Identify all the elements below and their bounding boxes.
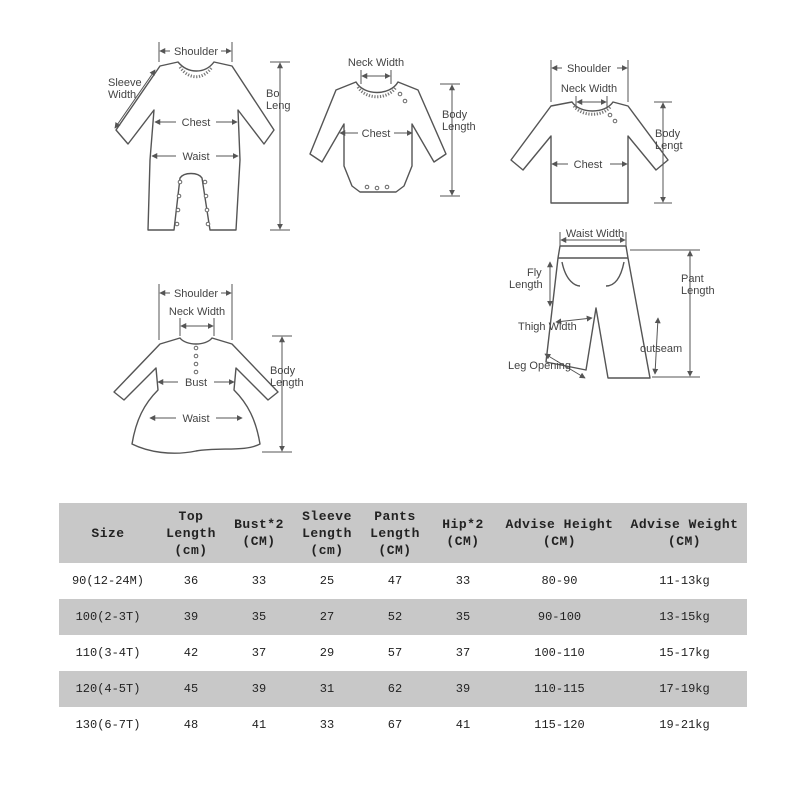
top-body-length-label-1: Body xyxy=(655,128,681,140)
header-size: Size xyxy=(59,503,157,563)
dress-neck-width-label: Neck Width xyxy=(168,306,226,318)
cell-advise-weight: 19-21kg xyxy=(622,707,747,743)
table-row xyxy=(59,599,747,635)
header-bust: Bust*2 (CM) xyxy=(225,503,293,563)
header-pants-length: Pants Length (CM) xyxy=(361,503,429,563)
cell-pants-length: 62 xyxy=(361,671,429,707)
cell-advise-height: 115-120 xyxy=(497,707,622,743)
cell-advise-weight: 15-17kg xyxy=(622,635,747,671)
dress-waist-label: Waist xyxy=(182,413,210,425)
cell-top-length: 45 xyxy=(157,671,225,707)
romper-shoulder-label: Shoulder xyxy=(173,46,219,58)
cell-size: 100(2-3T) xyxy=(59,599,157,635)
bodysuit-neck-width-label: Neck Width xyxy=(347,57,405,69)
cell-bust: 39 xyxy=(225,671,293,707)
top-diagram xyxy=(511,60,683,203)
cell-sleeve-length: 25 xyxy=(293,563,361,599)
pants-diagram xyxy=(508,228,715,378)
top-chest-label: Chest xyxy=(573,159,603,171)
pants-waist-width-label: Waist Width xyxy=(565,228,625,240)
pants-fly-length-label-1: Fly xyxy=(527,267,542,279)
pants-outseam-label: outseam xyxy=(640,343,683,355)
top-shoulder-label: Shoulder xyxy=(566,63,612,75)
top-body-length-label-2: Lengt xyxy=(655,140,683,152)
cell-advise-height: 90-100 xyxy=(497,599,622,635)
romper-sleeve-label-2: Width xyxy=(108,89,137,101)
header-top-length: Top Length (cm) xyxy=(157,503,225,563)
size-chart-table xyxy=(59,503,747,743)
pants-pant-length-label-1: Pant xyxy=(681,273,704,285)
cell-size: 110(3-4T) xyxy=(59,635,157,671)
romper-waist-label: Waist xyxy=(182,151,210,163)
cell-bust: 35 xyxy=(225,599,293,635)
cell-hip: 39 xyxy=(429,671,497,707)
cell-top-length: 39 xyxy=(157,599,225,635)
pants-leg-opening-label: Leg Opening xyxy=(508,360,571,372)
bodysuit-body-length-label-2: Length xyxy=(442,121,476,133)
cell-sleeve-length: 31 xyxy=(293,671,361,707)
dress-body-length-label-2: Length xyxy=(270,377,304,389)
cell-bust: 37 xyxy=(225,635,293,671)
dress-diagram xyxy=(114,284,304,453)
cell-advise-weight: 17-19kg xyxy=(622,671,747,707)
cell-top-length: 36 xyxy=(157,563,225,599)
top-neck-width-label: Neck Width xyxy=(560,83,618,95)
cell-sleeve-length: 33 xyxy=(293,707,361,743)
header-hip: Hip*2 (CM) xyxy=(429,503,497,563)
cell-top-length: 42 xyxy=(157,635,225,671)
romper-body-length-label-2: Leng xyxy=(266,100,291,112)
header-advise-weight: Advise Weight (CM) xyxy=(622,503,747,563)
romper-diagram xyxy=(108,42,290,230)
cell-advise-height: 110-115 xyxy=(497,671,622,707)
romper-sleeve-label-1: Sleeve xyxy=(108,77,142,89)
pants-thigh-width-label: Thigh Width xyxy=(518,321,577,333)
dress-body-length-label-1: Body xyxy=(270,365,296,377)
table-row xyxy=(59,671,747,707)
cell-advise-weight: 11-13kg xyxy=(622,563,747,599)
cell-pants-length: 57 xyxy=(361,635,429,671)
cell-hip: 33 xyxy=(429,563,497,599)
romper-chest-label: Chest xyxy=(181,117,211,129)
cell-sleeve-length: 29 xyxy=(293,635,361,671)
cell-top-length: 48 xyxy=(157,707,225,743)
cell-hip: 37 xyxy=(429,635,497,671)
cell-size: 90(12-24M) xyxy=(59,563,157,599)
top-outline xyxy=(511,102,668,203)
cell-hip: 41 xyxy=(429,707,497,743)
cell-bust: 41 xyxy=(225,707,293,743)
table-row xyxy=(59,707,747,743)
bodysuit-diagram xyxy=(310,57,476,196)
table-header-row xyxy=(59,503,747,563)
header-sleeve-length: Sleeve Length (cm) xyxy=(293,503,361,563)
bodysuit-body-length-label-1: Body xyxy=(442,109,468,121)
cell-hip: 35 xyxy=(429,599,497,635)
bodysuit-chest-label: Chest xyxy=(361,128,391,140)
romper-body-length-label-1: Bo xyxy=(266,88,280,100)
pants-outline xyxy=(546,246,650,378)
cell-advise-height: 100-110 xyxy=(497,635,622,671)
table-row xyxy=(59,635,747,671)
top-collar xyxy=(574,106,611,114)
cell-advise-height: 80-90 xyxy=(497,563,622,599)
table-row xyxy=(59,563,747,599)
cell-pants-length: 67 xyxy=(361,707,429,743)
cell-size: 120(4-5T) xyxy=(59,671,157,707)
header-advise-height: Advise Height (CM) xyxy=(497,503,622,563)
cell-sleeve-length: 27 xyxy=(293,599,361,635)
dress-bust-label: Bust xyxy=(184,377,208,389)
cell-size: 130(6-7T) xyxy=(59,707,157,743)
pants-fly-length-label-2: Length xyxy=(509,279,543,291)
cell-advise-weight: 13-15kg xyxy=(622,599,747,635)
pants-pant-length-label-2: Length xyxy=(681,285,715,297)
cell-bust: 33 xyxy=(225,563,293,599)
cell-pants-length: 47 xyxy=(361,563,429,599)
cell-pants-length: 52 xyxy=(361,599,429,635)
dress-shoulder-label: Shoulder xyxy=(173,288,219,300)
